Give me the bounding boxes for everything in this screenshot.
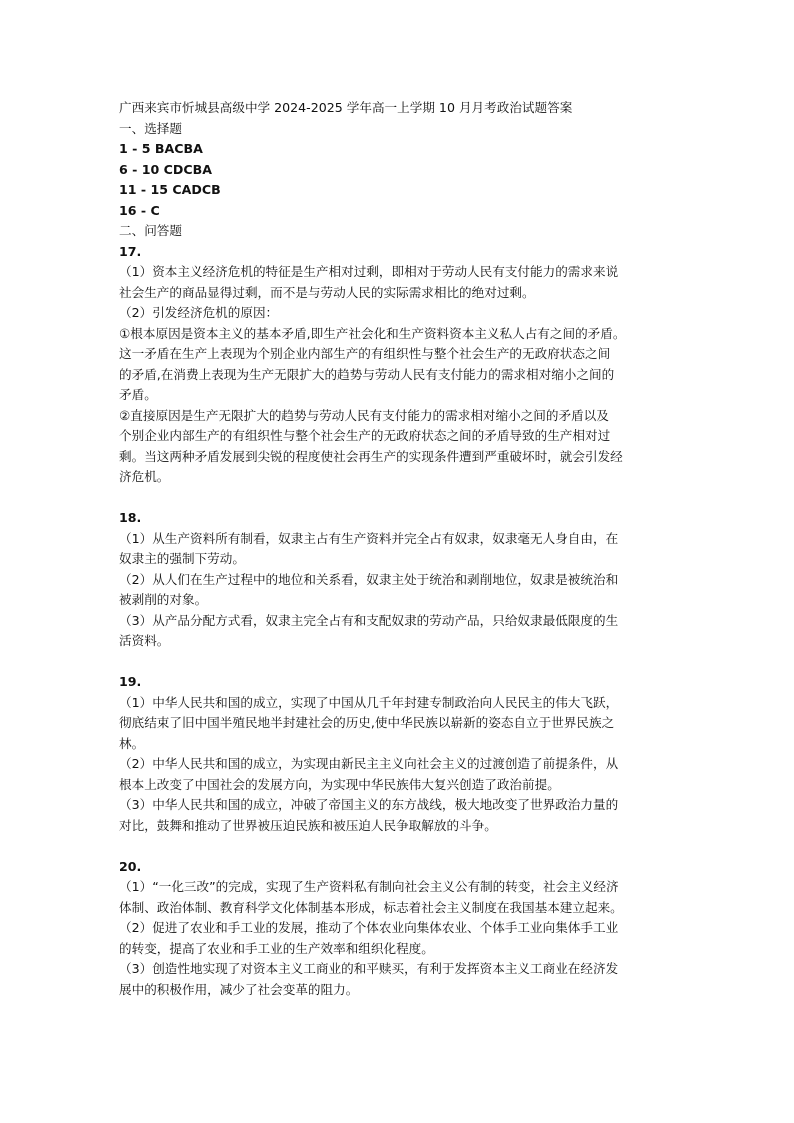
q19-line: （1）中华人民共和国的成立，实现了中国从几千年封建专制政治向人民民主的伟大飞跃，: [119, 694, 619, 710]
answer-row: 1 - 5 BACBA: [119, 141, 203, 156]
q19-line: （3）中华人民共和国的成立，冲破了帝国主义的东方战线，极大地改变了世界政治力量的: [119, 797, 619, 812]
q17-line: 矛盾。: [119, 387, 157, 402]
section-heading-choice: 一、选择题: [119, 120, 182, 136]
q20-line: （2）促进了农业和手工业的发展，推动了个体农业向集体农业、个体手工业向集体手工业: [119, 920, 619, 935]
q18-line: （1）从生产资料所有制看，奴隶主占有生产资料并完全占有奴隶，奴隶毫无人身自由，在: [119, 530, 619, 546]
q20-line: 的转变，提高了农业和手工业的生产效率和组织化程度。: [119, 940, 434, 956]
q17-line: 社会生产的商品显得过剩，而不是与劳动人民的实际需求相比的绝对过剩。: [119, 284, 535, 300]
q18-line: 被剥削的对象。: [119, 592, 208, 607]
question-number-18: 18.: [119, 510, 142, 525]
spacer: [119, 652, 679, 673]
q17-line: 济危机。: [119, 469, 170, 484]
document-title: 广西来宾市忻城县高级中学 2024-2025 学年高一上学期 10 月月考政治试题答案: [119, 100, 573, 115]
answer-row: 11 - 15 CADCB: [119, 182, 221, 197]
q19-line: 林。: [119, 735, 145, 751]
q19-line: 根本上改变了中国社会的发展方向，为实现中华民族伟大复兴创造了政治前提。: [119, 776, 560, 792]
spacer: [119, 488, 679, 509]
q18-line: （3）从产品分配方式看，奴隶主完全占有和支配奴隶的劳动产品，只给奴隶最低限度的生: [119, 612, 619, 628]
spacer: [119, 836, 679, 857]
q17-line: 个别企业内部生产的有组织性与整个社会生产的无政府状态之间的矛盾导致的生产相对过: [119, 428, 611, 443]
answer-row: 16 - C: [119, 202, 160, 218]
q18-line: （2）从人们在生产过程中的地位和关系看，奴隶主处于统治和剥削地位，奴隶是被统治和: [119, 571, 619, 587]
answer-document: [119, 98, 679, 1000]
q17-line: （2）引发经济危机的原因：: [119, 305, 279, 320]
q18-line: 奴隶主的强制下劳动。: [119, 551, 245, 566]
question-number-20: 20.: [119, 858, 142, 874]
q19-line: 对比，鼓舞和推动了世界被压迫民族和被压迫人民争取解放的斗争。: [119, 817, 497, 833]
q20-line: （1）“一化三改”的完成，实现了生产资料私有制向社会主义公有制的转变，社会主义经济: [119, 879, 619, 894]
q17-line: （1）资本主义经济危机的特征是生产相对过剩，即相对于劳动人民有支付能力的需求来说: [119, 264, 619, 279]
q17-line: 这一矛盾在生产上表现为个别企业内部生产的有组织性与整个社会生产的无政府状态之间: [119, 346, 611, 361]
answer-row: 6 - 10 CDCBA: [119, 161, 212, 177]
q17-line: 的矛盾,在消费上表现为生产无限扩大的趋势与劳动人民有支付能力的需求相对缩小之间的: [119, 366, 615, 382]
question-number-17: 17.: [119, 243, 142, 259]
question-number-19: 19.: [119, 674, 142, 689]
q17-line: ①根本原因是资本主义的基本矛盾,即生产社会化和生产资料资本主义私人占有之间的矛盾。: [119, 325, 626, 341]
q19-line: 彻底结束了旧中国半殖民地半封建社会的历史,使中华民族以崭新的姿态自立于世界民族之: [119, 715, 615, 730]
q18-line: 活资料。: [119, 633, 170, 648]
section-heading-questions: 二、问答题: [119, 223, 182, 238]
q20-line: 展中的积极作用，减少了社会变革的阻力。: [119, 981, 359, 997]
q20-line: 体制、政治体制、教育科学文化体制基本形成，标志着社会主义制度在我国基本建立起来。: [119, 899, 623, 915]
q19-line: （2）中华人民共和国的成立，为实现由新民主主义向社会主义的过渡创造了前提条件，从: [119, 756, 619, 771]
q17-line: 剩。当这两种矛盾发展到尖锐的程度使社会再生产的实现条件遭到严重破坏时，就会引发经: [119, 448, 623, 464]
q17-line: ②直接原因是生产无限扩大的趋势与劳动人民有支付能力的需求相对缩小之间的矛盾以及: [119, 407, 609, 423]
q20-line: （3）创造性地实现了对资本主义工商业的和平赎买，有利于发挥资本主义工商业在经济发: [119, 961, 619, 976]
